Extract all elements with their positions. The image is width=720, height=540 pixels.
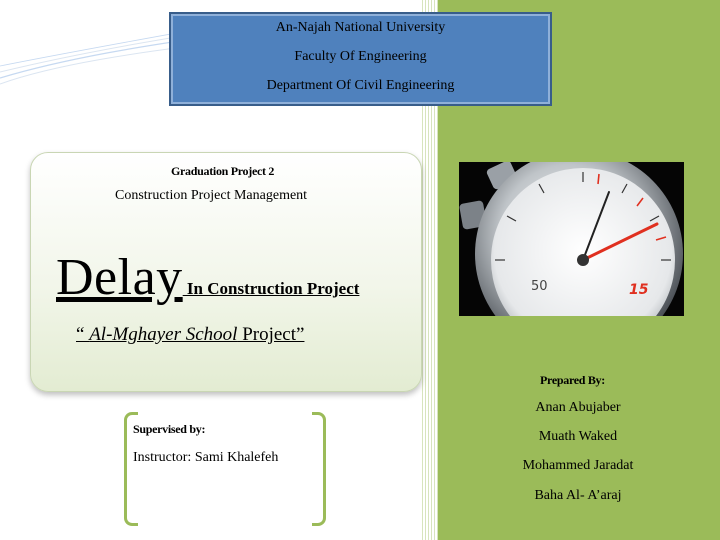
project-type-label: Graduation Project 2 [171, 164, 275, 178]
team-member: Muath Waked [538, 429, 618, 444]
subtitle-open-quote: “ [76, 324, 90, 345]
prepared-by-label: Prepared By: [540, 373, 605, 387]
instructor-name: Instructor: Sami Khalefeh [133, 450, 279, 465]
department-name: Department Of Civil Engineering [266, 78, 455, 93]
stopwatch-dial-number: 15 [629, 282, 649, 298]
faculty-name: Faculty Of Engineering [294, 49, 427, 64]
main-title-rest: In Construction Project [182, 279, 360, 298]
header-box [169, 12, 552, 106]
right-bracket [312, 412, 326, 526]
subtitle-rest: Project” [237, 324, 305, 345]
team-member: Mohammed Jaradat [522, 458, 634, 473]
subject-label: Construction Project Management [115, 188, 308, 203]
stopwatch-icon [459, 162, 684, 316]
stopwatch-photo [459, 162, 684, 316]
main-title-word: Delay [56, 249, 183, 306]
team-member: Anan Abujaber [535, 400, 621, 415]
subtitle-school-name: Al-Mghayer School [89, 324, 238, 345]
university-name: An-Najah National University [275, 20, 446, 35]
project-subtitle [76, 324, 304, 346]
svg-text:50: 50 [531, 279, 548, 294]
supervised-by-label: Supervised by: [133, 422, 206, 436]
main-title [56, 249, 360, 306]
team-member: Baha Al- A’araj [534, 488, 622, 503]
